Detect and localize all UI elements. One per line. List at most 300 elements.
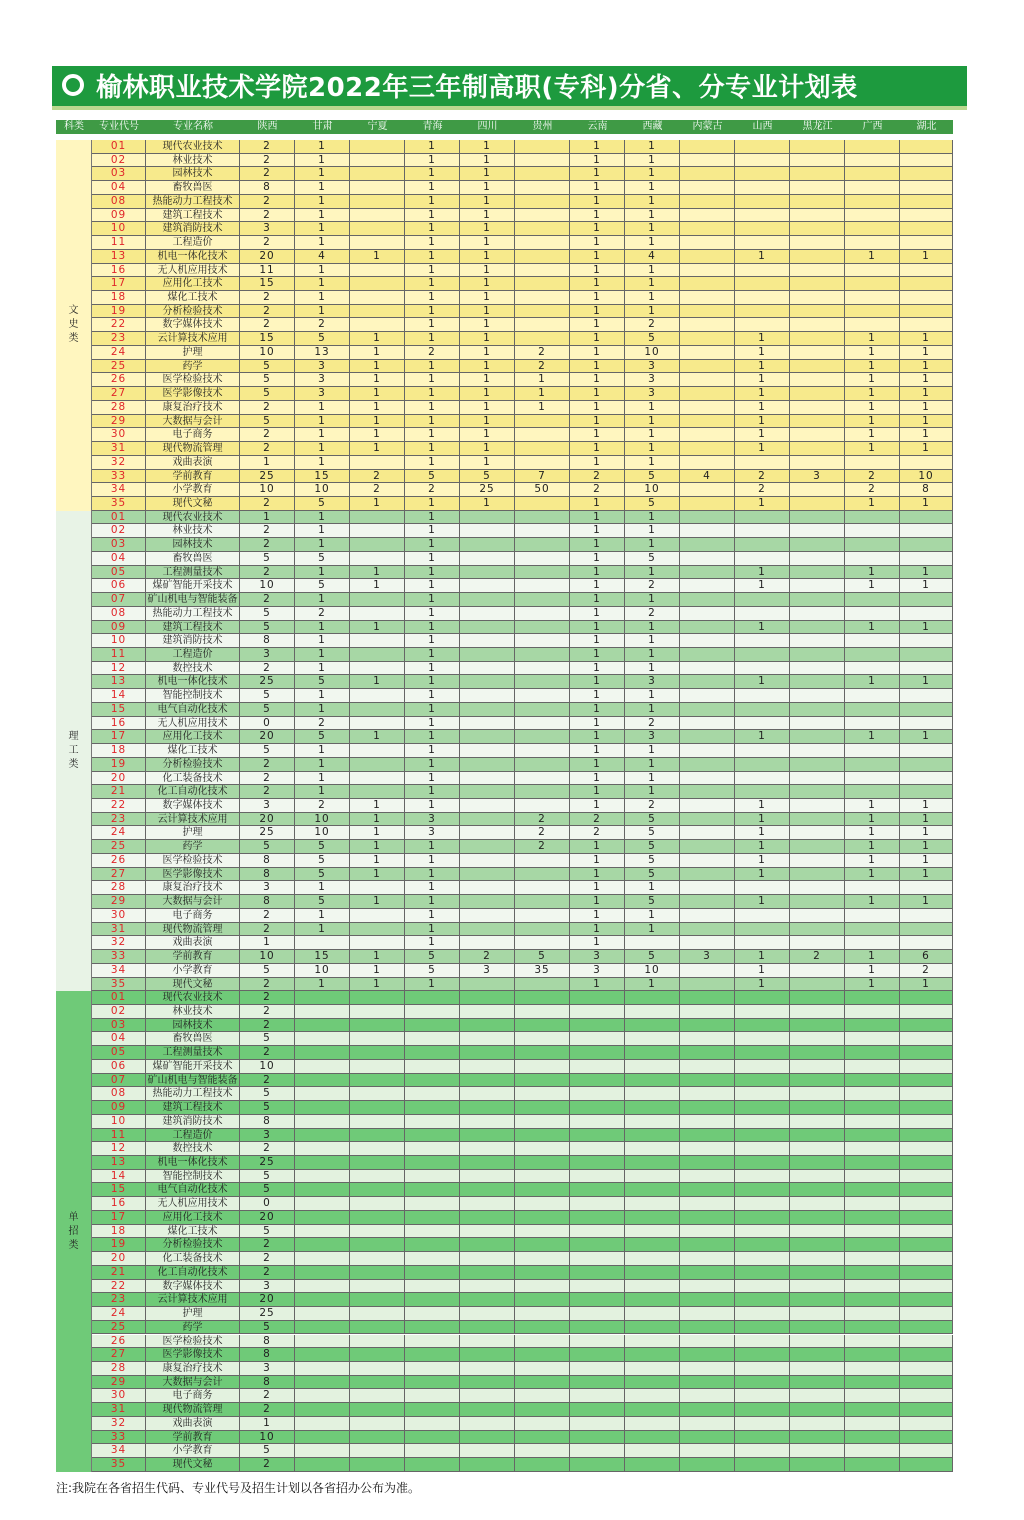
plan-count	[515, 1417, 570, 1430]
plan-count: 1	[625, 428, 680, 441]
plan-count	[735, 936, 790, 949]
plan-count	[735, 1362, 790, 1375]
plan-count: 5	[625, 470, 680, 483]
plan-count	[680, 717, 735, 730]
table-row	[92, 758, 953, 772]
plan-count: 1	[900, 813, 953, 826]
plan-count	[790, 1431, 845, 1444]
plan-count	[515, 524, 570, 537]
major-code: 17	[92, 1211, 146, 1224]
plan-count: 5	[295, 730, 350, 743]
plan-count	[845, 1417, 900, 1430]
plan-count	[900, 1142, 953, 1155]
plan-count	[405, 1129, 460, 1142]
plan-count: 1	[735, 332, 790, 345]
plan-count	[680, 1156, 735, 1169]
major-code: 26	[92, 854, 146, 867]
plan-count: 1	[570, 181, 625, 194]
plan-count	[460, 1444, 515, 1457]
plan-count	[460, 593, 515, 606]
plan-count	[900, 1129, 953, 1142]
plan-count	[680, 277, 735, 290]
plan-count: 2	[295, 799, 350, 812]
plan-count: 1	[350, 826, 405, 839]
plan-count: 1	[625, 140, 680, 153]
plan-count	[680, 360, 735, 373]
plan-count	[350, 936, 405, 949]
major-name: 畜牧兽医	[146, 552, 240, 565]
plan-count	[790, 648, 845, 661]
plan-count: 1	[735, 826, 790, 839]
plan-count	[350, 167, 405, 180]
plan-count	[350, 1032, 405, 1045]
plan-count	[515, 1046, 570, 1059]
plan-count: 1	[570, 538, 625, 551]
plan-count: 5	[625, 552, 680, 565]
plan-count	[680, 511, 735, 524]
plan-count: 1	[570, 511, 625, 524]
plan-count	[460, 621, 515, 634]
plan-count	[460, 1307, 515, 1320]
plan-count	[405, 1389, 460, 1402]
plan-count	[900, 1348, 953, 1361]
plan-count	[900, 717, 953, 730]
plan-count	[790, 1197, 845, 1210]
plan-count	[790, 909, 845, 922]
table-row	[92, 1348, 953, 1362]
plan-count	[460, 607, 515, 620]
plan-count	[405, 1019, 460, 1032]
plan-count	[845, 552, 900, 565]
plan-count: 1	[570, 387, 625, 400]
plan-count	[680, 497, 735, 510]
plan-count: 1	[570, 840, 625, 853]
plan-count: 1	[405, 154, 460, 167]
major-code: 17	[92, 277, 146, 290]
plan-count: 1	[460, 305, 515, 318]
table-row	[92, 1074, 953, 1088]
plan-count	[405, 1115, 460, 1128]
plan-count: 1	[570, 318, 625, 331]
plan-count	[295, 1458, 350, 1471]
plan-count: 1	[570, 895, 625, 908]
plan-count	[460, 1362, 515, 1375]
plan-count: 5	[460, 470, 515, 483]
plan-count: 1	[405, 799, 460, 812]
plan-count	[680, 881, 735, 894]
plan-count: 5	[625, 332, 680, 345]
plan-count: 1	[405, 717, 460, 730]
plan-count: 2	[240, 1238, 295, 1251]
table-row	[92, 1321, 953, 1335]
major-name: 药学	[146, 840, 240, 853]
plan-count	[625, 1376, 680, 1389]
major-name: 分析检验技术	[146, 1238, 240, 1251]
major-name: 园林技术	[146, 167, 240, 180]
plan-count	[845, 1293, 900, 1306]
plan-count: 1	[735, 950, 790, 963]
plan-count	[680, 1403, 735, 1416]
table-row	[92, 662, 953, 676]
plan-count	[350, 648, 405, 661]
plan-count: 1	[295, 566, 350, 579]
major-code: 31	[92, 923, 146, 936]
plan-count: 1	[350, 868, 405, 881]
plan-count	[790, 826, 845, 839]
plan-count: 1	[845, 360, 900, 373]
plan-count: 10	[295, 826, 350, 839]
major-name: 建筑工程技术	[146, 1101, 240, 1114]
plan-count: 5	[295, 497, 350, 510]
major-code: 21	[92, 1266, 146, 1279]
plan-count: 1	[845, 840, 900, 853]
major-code: 13	[92, 675, 146, 688]
plan-count	[900, 195, 953, 208]
plan-count	[845, 634, 900, 647]
plan-count: 5	[240, 552, 295, 565]
major-code: 09	[92, 209, 146, 222]
plan-count	[625, 1335, 680, 1348]
plan-count	[295, 1431, 350, 1444]
plan-count	[680, 1115, 735, 1128]
plan-count	[515, 936, 570, 949]
plan-count: 1	[570, 634, 625, 647]
major-name: 煤化工技术	[146, 291, 240, 304]
plan-count	[790, 579, 845, 592]
plan-count	[680, 373, 735, 386]
table-header	[56, 120, 953, 134]
plan-count: 5	[240, 621, 295, 634]
plan-count: 1	[240, 511, 295, 524]
plan-count	[460, 1032, 515, 1045]
plan-count	[570, 1156, 625, 1169]
plan-count: 1	[570, 978, 625, 991]
plan-count	[790, 236, 845, 249]
plan-count	[625, 1129, 680, 1142]
plan-count: 10	[240, 950, 295, 963]
plan-count: 1	[405, 566, 460, 579]
plan-count	[515, 1115, 570, 1128]
plan-count	[405, 1032, 460, 1045]
plan-count	[900, 1431, 953, 1444]
plan-count: 1	[405, 511, 460, 524]
plan-count: 1	[570, 799, 625, 812]
plan-count: 5	[405, 950, 460, 963]
major-code: 14	[92, 689, 146, 702]
plan-count	[900, 538, 953, 551]
plan-count	[515, 662, 570, 675]
plan-count	[625, 1307, 680, 1320]
table-row	[92, 387, 953, 401]
major-code: 33	[92, 470, 146, 483]
plan-count	[845, 744, 900, 757]
plan-count	[735, 552, 790, 565]
major-name: 电气自动化技术	[146, 703, 240, 716]
plan-count: 2	[515, 826, 570, 839]
plan-count: 5	[515, 950, 570, 963]
plan-count	[460, 1417, 515, 1430]
plan-count	[460, 1197, 515, 1210]
plan-count	[515, 428, 570, 441]
plan-count	[405, 1280, 460, 1293]
plan-count	[790, 511, 845, 524]
plan-count: 10	[295, 813, 350, 826]
major-name: 热能动力工程技术	[146, 1087, 240, 1100]
plan-count	[900, 1005, 953, 1018]
plan-count	[405, 1087, 460, 1100]
plan-count	[900, 1376, 953, 1389]
table-row	[92, 950, 953, 964]
plan-count: 1	[570, 167, 625, 180]
plan-count: 1	[900, 401, 953, 414]
plan-count: 8	[240, 1348, 295, 1361]
plan-count: 5	[240, 1032, 295, 1045]
plan-count: 1	[405, 538, 460, 551]
plan-count	[460, 1266, 515, 1279]
plan-count	[570, 1362, 625, 1375]
plan-count	[845, 772, 900, 785]
plan-count	[735, 1142, 790, 1155]
major-name: 工程造价	[146, 236, 240, 249]
plan-count: 1	[405, 840, 460, 853]
table-row	[92, 1183, 953, 1197]
header-cell: 湖北	[916, 121, 937, 132]
plan-count	[680, 1252, 735, 1265]
plan-count	[680, 1211, 735, 1224]
plan-count	[460, 730, 515, 743]
plan-count	[680, 415, 735, 428]
plan-count	[790, 1170, 845, 1183]
plan-count: 1	[570, 662, 625, 675]
plan-count	[845, 607, 900, 620]
table-row	[92, 978, 953, 992]
plan-count	[515, 1156, 570, 1169]
major-code: 29	[92, 895, 146, 908]
plan-count: 1	[735, 250, 790, 263]
plan-count	[350, 1307, 405, 1320]
major-name: 矿山机电与智能装备	[146, 593, 240, 606]
plan-count	[845, 1142, 900, 1155]
major-name: 工程造价	[146, 648, 240, 661]
plan-count: 2	[240, 785, 295, 798]
plan-count	[845, 923, 900, 936]
plan-count: 1	[240, 936, 295, 949]
plan-count	[350, 1046, 405, 1059]
plan-count: 1	[350, 387, 405, 400]
plan-count	[900, 1225, 953, 1238]
plan-count	[515, 1211, 570, 1224]
footnote: 注:我院在各省招生代码、专业代号及招生计划以各省招办公布为准。	[56, 1481, 421, 1495]
table-row	[92, 648, 953, 662]
plan-count	[350, 1458, 405, 1471]
plan-count: 3	[240, 881, 295, 894]
plan-count	[515, 895, 570, 908]
plan-count: 1	[900, 497, 953, 510]
plan-count: 5	[240, 360, 295, 373]
table-row	[92, 332, 953, 346]
plan-count	[515, 621, 570, 634]
plan-count	[735, 1280, 790, 1293]
major-name: 智能控制技术	[146, 689, 240, 702]
plan-count	[680, 1238, 735, 1251]
plan-count	[350, 1417, 405, 1430]
major-name: 建筑消防技术	[146, 1115, 240, 1128]
plan-count	[845, 1403, 900, 1416]
major-code: 03	[92, 167, 146, 180]
plan-count	[900, 634, 953, 647]
plan-count: 5	[405, 964, 460, 977]
plan-count	[460, 1170, 515, 1183]
plan-count: 1	[460, 428, 515, 441]
major-name: 电子商务	[146, 909, 240, 922]
plan-count	[845, 1362, 900, 1375]
plan-count	[845, 181, 900, 194]
plan-count	[845, 1335, 900, 1348]
plan-count	[515, 291, 570, 304]
plan-count: 1	[570, 854, 625, 867]
plan-count: 2	[240, 758, 295, 771]
plan-count: 1	[240, 456, 295, 469]
plan-count	[735, 264, 790, 277]
plan-count	[790, 964, 845, 977]
plan-count: 1	[735, 964, 790, 977]
major-name: 数控技术	[146, 1142, 240, 1155]
plan-count	[405, 1005, 460, 1018]
major-code: 33	[92, 1431, 146, 1444]
plan-count: 2	[625, 717, 680, 730]
plan-count	[460, 717, 515, 730]
plan-count	[350, 1211, 405, 1224]
plan-count: 1	[295, 881, 350, 894]
plan-count: 1	[735, 675, 790, 688]
plan-count	[295, 1170, 350, 1183]
plan-count: 1	[460, 456, 515, 469]
plan-count	[790, 634, 845, 647]
plan-count	[515, 195, 570, 208]
plan-count	[680, 167, 735, 180]
plan-count	[350, 1280, 405, 1293]
plan-count	[570, 1183, 625, 1196]
plan-count	[680, 1170, 735, 1183]
plan-count: 1	[350, 250, 405, 263]
plan-count	[625, 1074, 680, 1087]
plan-count	[680, 1280, 735, 1293]
plan-count: 1	[845, 854, 900, 867]
plan-count	[570, 1335, 625, 1348]
plan-count: 1	[570, 579, 625, 592]
plan-count: 1	[625, 909, 680, 922]
plan-count: 1	[570, 868, 625, 881]
plan-count: 1	[900, 840, 953, 853]
plan-count	[790, 524, 845, 537]
plan-count	[570, 1348, 625, 1361]
plan-count: 15	[240, 332, 295, 345]
plan-count	[515, 167, 570, 180]
plan-count: 2	[735, 483, 790, 496]
plan-count: 1	[460, 442, 515, 455]
plan-count	[845, 154, 900, 167]
plan-count: 3	[405, 826, 460, 839]
plan-count	[845, 524, 900, 537]
plan-count: 1	[405, 978, 460, 991]
major-code: 28	[92, 1362, 146, 1375]
plan-count	[790, 1362, 845, 1375]
plan-count: 25	[240, 1156, 295, 1169]
major-name: 化工自动化技术	[146, 1266, 240, 1279]
plan-count	[845, 1101, 900, 1114]
major-code: 21	[92, 785, 146, 798]
plan-count	[900, 222, 953, 235]
table-row	[92, 1170, 953, 1184]
section-label: 单 招 类	[56, 991, 92, 1472]
plan-count	[625, 1087, 680, 1100]
plan-count	[295, 1142, 350, 1155]
plan-count	[515, 1197, 570, 1210]
table-row	[92, 964, 953, 978]
plan-count	[790, 1211, 845, 1224]
table-row	[92, 909, 953, 923]
plan-count: 1	[515, 401, 570, 414]
plan-count: 8	[240, 1376, 295, 1389]
plan-count: 1	[570, 621, 625, 634]
header-cell: 甘肃	[312, 121, 333, 132]
plan-count	[790, 1238, 845, 1251]
plan-count	[515, 318, 570, 331]
plan-count: 4	[680, 470, 735, 483]
plan-count	[350, 1362, 405, 1375]
plan-count	[625, 1225, 680, 1238]
table-row	[92, 442, 953, 456]
plan-count: 1	[735, 373, 790, 386]
plan-count	[515, 538, 570, 551]
plan-count: 1	[350, 579, 405, 592]
table-row	[92, 1060, 953, 1074]
plan-count: 5	[240, 840, 295, 853]
plan-count: 1	[405, 277, 460, 290]
plan-count	[845, 1389, 900, 1402]
plan-count	[515, 1280, 570, 1293]
plan-count: 13	[295, 346, 350, 359]
plan-count	[845, 1005, 900, 1018]
plan-count: 1	[625, 744, 680, 757]
plan-count	[790, 154, 845, 167]
table-row	[92, 579, 953, 593]
table-row	[92, 785, 953, 799]
major-code: 16	[92, 717, 146, 730]
plan-count	[790, 332, 845, 345]
plan-count	[900, 1087, 953, 1100]
plan-count: 1	[735, 346, 790, 359]
plan-count	[900, 1211, 953, 1224]
major-code: 31	[92, 1403, 146, 1416]
plan-count	[680, 772, 735, 785]
plan-count	[790, 497, 845, 510]
table-row	[92, 552, 953, 566]
major-code: 19	[92, 1238, 146, 1251]
table-row	[92, 1211, 953, 1225]
plan-count	[460, 840, 515, 853]
major-name: 医学检验技术	[146, 854, 240, 867]
plan-count	[900, 881, 953, 894]
plan-count	[735, 1335, 790, 1348]
title-bar	[52, 66, 967, 110]
plan-count	[460, 552, 515, 565]
plan-count	[900, 1417, 953, 1430]
plan-count: 1	[900, 332, 953, 345]
plan-count: 1	[295, 415, 350, 428]
plan-count: 1	[570, 222, 625, 235]
plan-count	[515, 1129, 570, 1142]
